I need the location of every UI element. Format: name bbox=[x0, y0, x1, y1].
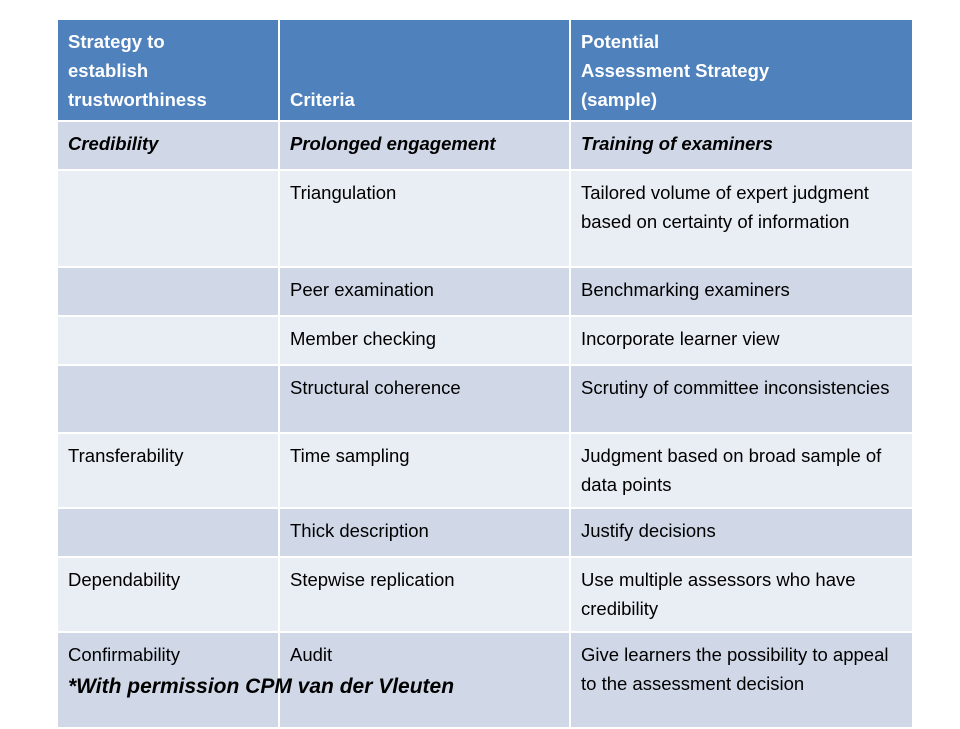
assessment-cell: Justify decisions bbox=[570, 508, 913, 557]
criteria-cell: Audit bbox=[279, 632, 570, 728]
assessment-cell: Incorporate learner view bbox=[570, 316, 913, 365]
strategy-cell: Transferability bbox=[57, 433, 279, 508]
criteria-cell: Time sampling bbox=[279, 433, 570, 508]
strategy-cell bbox=[57, 508, 279, 557]
strategy-cell: Confirmability bbox=[57, 632, 279, 728]
assessment-cell: Tailored volume of expert judgment based on certainty of information bbox=[570, 170, 913, 267]
header-strategy: Strategy to establish trustworthiness bbox=[57, 19, 279, 121]
criteria-cell: Triangulation bbox=[279, 170, 570, 267]
criteria-cell: Member checking bbox=[279, 316, 570, 365]
table-row bbox=[57, 508, 913, 557]
assessment-cell: Scrutiny of committee inconsistencies bbox=[570, 365, 913, 433]
table-row bbox=[57, 121, 913, 170]
table-row bbox=[57, 365, 913, 433]
table-row bbox=[57, 170, 913, 267]
header-criteria: Criteria bbox=[279, 19, 570, 121]
assessment-cell: Benchmarking examiners bbox=[570, 267, 913, 316]
table-row bbox=[57, 316, 913, 365]
permission-footnote: *With permission CPM van der Vleuten bbox=[68, 675, 455, 698]
strategy-cell bbox=[57, 365, 279, 433]
table-row bbox=[57, 267, 913, 316]
strategy-cell: Credibility bbox=[57, 121, 279, 170]
assessment-cell: Training of examiners bbox=[570, 121, 913, 170]
trustworthiness-table bbox=[56, 18, 914, 729]
header-assessment: Potential Assessment Strategy (sample) bbox=[570, 19, 913, 121]
assessment-cell: Give learners the possibility to appeal to the assessment decision bbox=[570, 632, 913, 728]
assessment-cell: Use multiple assessors who have credibility bbox=[570, 557, 913, 632]
strategy-cell bbox=[57, 316, 279, 365]
table-row bbox=[57, 557, 913, 632]
header-row bbox=[57, 19, 913, 121]
assessment-cell: Judgment based on broad sample of data points bbox=[570, 433, 913, 508]
criteria-cell: Thick description bbox=[279, 508, 570, 557]
strategy-cell: Dependability bbox=[57, 557, 279, 632]
table-row bbox=[57, 433, 913, 508]
criteria-cell: Prolonged engagement bbox=[279, 121, 570, 170]
criteria-cell: Structural coherence bbox=[279, 365, 570, 433]
strategy-cell bbox=[57, 267, 279, 316]
criteria-cell: Stepwise replication bbox=[279, 557, 570, 632]
criteria-cell: Peer examination bbox=[279, 267, 570, 316]
strategy-cell bbox=[57, 170, 279, 267]
